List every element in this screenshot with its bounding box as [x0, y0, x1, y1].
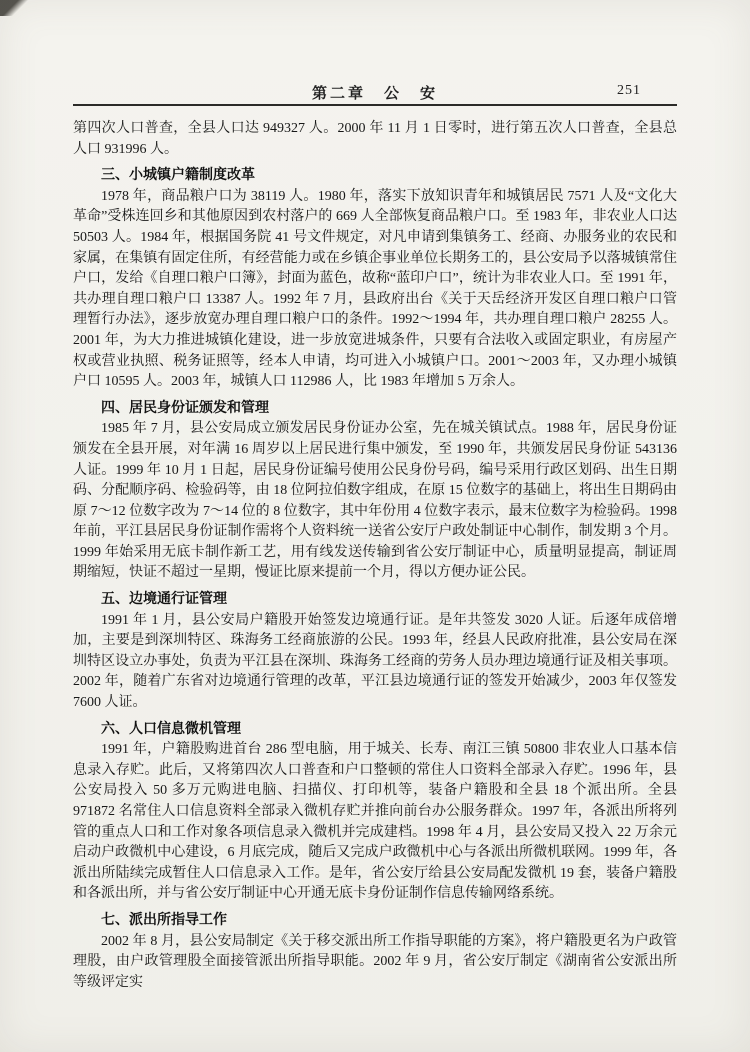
body-paragraph: 1991 年 1 月，县公安局户籍股开始签发边境通行证。是年共签发 3020 人证。后逐年成倍增加，主要是到深圳特区、珠海务工经商旅游的公民。1993 年，经县人民政府批准，县公安局在深圳特区设立办事处，负责为平江县在深圳、珠海务工经商的劳务人员办理边境通行证及相关事项。2002 年，随着广东省对边境通行管理的改革，平江县边境通行证的签发开始减少，2003 年仅签发 7600 人证。 — [73, 612, 677, 711]
body-paragraph: 2002 年 8 月，县公安局制定《关于移交派出所工作指导职能的方案》，将户籍股更名为户政管理股，由户政管理股全面接管派出所指导职能。2002 年 9 月，省公安厅制定《湖南省公安派出所等级评定实 — [73, 933, 677, 990]
section-heading: 六、人口信息微机管理 — [101, 719, 241, 736]
chapter-title: 第二章 公 安 — [311, 86, 438, 102]
section-heading: 七、派出所指导工作 — [101, 910, 227, 927]
section-heading: 五、边境通行证管理 — [101, 590, 227, 607]
section-heading: 三、小城镇户籍制度改革 — [101, 166, 255, 183]
header-divider — [73, 104, 677, 106]
body-paragraph: 第四次人口普查，全县人口达 949327 人。2000 年 11 月 1 日零时，进行第五次人口普查，全县总人口 931996 人。 — [73, 121, 677, 157]
body-paragraph: 1985 年 7 月，县公安局成立颁发居民身份证办公室，先在城关镇试点。1988 年，居民身份证颁发在全县开展，对年满 16 周岁以上居民进行集中颁发，至 1990 年，共颁发居民身份证 543136 人证。1999 年 10 月 1 日起，居民身份证编号使用公民身份号码，编号采用行政区划码、出生日期码、分配顺序码、检验码等，由 18 位阿拉伯数字组成，在原 15 位数字的基础上，将出生日期码由原 7～12 位数字改为 7～14 位的 8 位数字，其中年份用 4 位数字表示，最末位数字为检验码。1998 年前，平江县居民身份证制作需将个人资料统一送省公安厅户政处制证中心制作，制发期 3 个月。1999 年始采用无底卡制作新工艺，用有线发送传输到省公安厅制证中心，质量明显提高，制证周期缩短，快证不超过一星期，慢证比原来提前一个月，得以方便办证公民。 — [73, 421, 677, 581]
body-paragraph: 1991 年，户籍股购进首台 286 型电脑，用于城关、长寿、南江三镇 50800 非农业人口基本信息录入存贮。此后，又将第四次人口普查和户口整顿的常住人口资料全部录入存贮。1996 年，县公安局投入 50 多万元购进电脑、扫描仪、打印机等，装备户籍股和全县 18 个派出所。全县 971872 名常住人口信息资料全部录入微机存贮并推向前台办公服务群众。1997 年，各派出所将列管的重点人口和工作对象各项信息录入微机并完成建档。1998 年 4 月，县公安局又投入 22 万余元启动户政微机中心建设，6 月底完成，随后又完成户政微机中心与各派出所微机联网。1999 年，各派出所陆续完成暂住人口信息录入工作。是年，省公安厅给县公安局配发微机 19 套，装备户籍股和各派出所，并与省公安厅制证中心开通无底卡身份证制作信息传输网络系统。 — [73, 742, 677, 902]
section-heading: 四、居民身份证颁发和管理 — [101, 398, 269, 415]
scan-artifact — [0, 0, 30, 16]
page-header — [73, 82, 677, 102]
document-body — [73, 119, 677, 993]
page-number: 251 — [617, 83, 641, 98]
body-paragraph: 1978 年，商品粮户口为 38119 人。1980 年，落实下放知识青年和城镇居民 7571 人及“文化大革命”受株连回乡和其他原因到农村落户的 669 人全部恢复商品粮户口。至 1983 年，非农业人口达 50503 人。1984 年，根据国务院 41 号文件规定，对凡申请到集镇务工、经商、办服务业的农民和家属，在集镇有固定住所，有经营能力或在乡镇企事业单位长期务工的，县公安局予以落城镇常住户口，发给《自理口粮户口簿》，封面为蓝色，故称“蓝印户口”，统计为非农业人口。至 1991 年，共办理自理口粮户口 13387 人。1992 年 7 月，县政府出台《关于天岳经济开发区自理口粮户口管理暂行办法》，逐步放宽办理自理口粮户口的条件。1992～1994 年，共办理自理口粮户 28255 人。2001 年，为大力推进城镇化建设，进一步放宽进城条件，只要有合法收入或固定职业，有房屋产权或营业执照、税务证照等，经本人申请，均可进入小城镇户口。2001～2003 年，又办理小城镇户口 10595 人。2003 年，城镇人口 112986 人，比 1983 年增加 5 万余人。 — [73, 188, 677, 390]
